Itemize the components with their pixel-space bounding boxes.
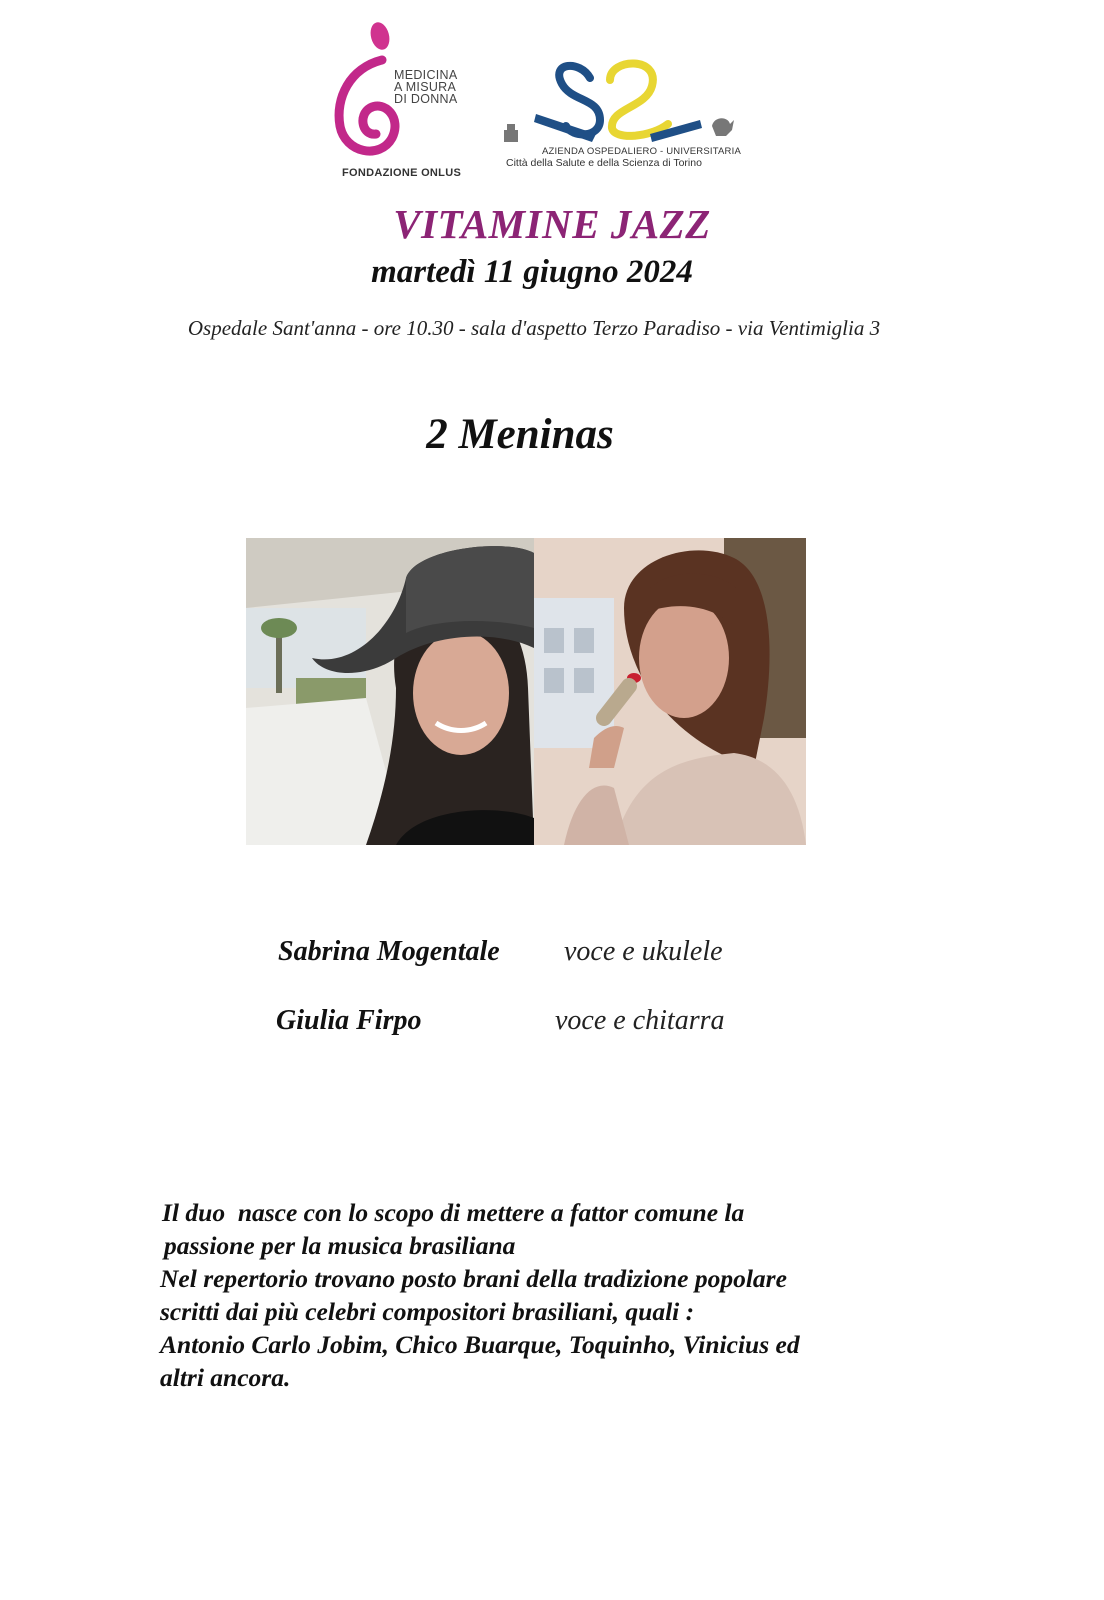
description-line: altri ancora. <box>160 1363 291 1392</box>
photo-giulia-firpo <box>534 538 806 845</box>
fondazione-logo-text-1: MEDICINA <box>394 68 458 82</box>
description-line: passione per la musica brasiliana <box>164 1231 516 1260</box>
fondazione-logo-subtitle: FONDAZIONE ONLUS <box>342 167 462 179</box>
event-title: VITAMINE JAZZ <box>393 201 711 247</box>
event-date: martedì 11 giugno 2024 <box>371 254 693 290</box>
description-line: Nel repertorio trovano posto brani della tradizione popolare <box>160 1264 787 1293</box>
hospital-logo-left-emblem-icon <box>504 124 518 142</box>
description-line: Il duo nasce con lo scopo di mettere a fattor comune la <box>162 1198 745 1227</box>
event-venue: Ospedale Sant'anna - ore 10.30 - sala d'aspetto Terzo Paradiso - via Ventimiglia 3 <box>187 316 881 340</box>
band-name: 2 Meninas <box>426 411 614 458</box>
description-line: Antonio Carlo Jobim, Chico Buarque, Toquinho, Vinicius ed <box>160 1330 800 1359</box>
description-line: scritti dai più celebri compositori brasiliani, quali : <box>160 1297 695 1326</box>
fondazione-logo-text-2: A MISURA <box>394 80 457 94</box>
performer-name: Giulia Firpo <box>276 1005 422 1036</box>
hospital-logo-bull-icon <box>712 118 734 136</box>
fondazione-logo-mark <box>330 18 400 163</box>
performer-role: voce e chitarra <box>555 1005 725 1036</box>
performer-name: Sabrina Mogentale <box>278 936 500 967</box>
fondazione-logo-text-3: DI DONNA <box>394 92 458 106</box>
hospital-logo-mark <box>500 50 740 145</box>
hospital-logo-line-1: AZIENDA OSPEDALIERO - UNIVERSITARIA <box>542 146 741 157</box>
hospital-logo <box>500 50 750 190</box>
performer-role: voce e ukulele <box>564 936 723 967</box>
photo-sabrina-mogentale <box>246 538 534 845</box>
hospital-logo-line-2: Città della Salute e della Scienza di Torino <box>506 157 702 169</box>
fondazione-logo <box>330 18 480 188</box>
